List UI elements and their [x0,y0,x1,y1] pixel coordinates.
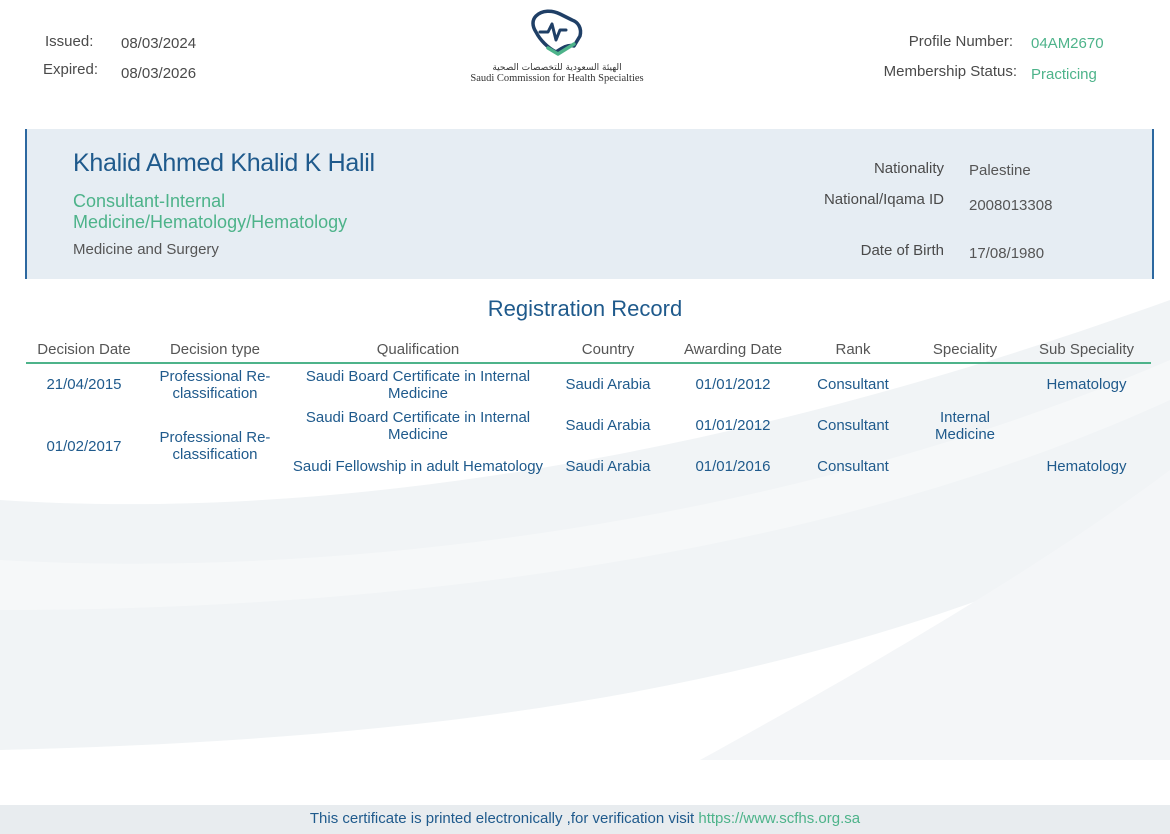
decision-date-cell: 01/02/2017 [46,437,122,455]
logo-english-text: Saudi Commission for Health Specialties [470,73,644,84]
saudi-map-logo-icon [522,8,592,60]
column-header: Rank [798,336,908,363]
column-header: Decision Date [26,336,142,363]
table-row [26,405,1151,446]
country-cell: Saudi Arabia [565,417,651,434]
logo-arabic-text: الهيئة السعودية للتخصصات الصحية [492,63,622,73]
speciality-cell [908,446,1022,487]
country-cell: Saudi Arabia [565,376,651,393]
nationality-value: Palestine [969,162,1031,179]
profile-panel [25,129,1154,279]
expired-label: Expired: [43,61,99,78]
sub-speciality-cell: Hematology [1046,458,1127,475]
membership-status-label: Membership Status: [883,63,1017,80]
rank-cell: Consultant [817,417,889,434]
table-row [26,363,1151,405]
verification-footer [0,805,1170,834]
column-header: Decision type [142,336,288,363]
rank-cell: Consultant [817,376,889,393]
dob-value: 17/08/1980 [969,245,1045,262]
scfhs-logo [462,8,652,90]
awarding-date-cell: 01/01/2016 [695,458,771,475]
column-header: Qualification [288,336,548,363]
qualification-cell: Saudi Board Certificate in Internal Medicine [305,367,531,402]
national-id-value: 2008013308 [969,197,1053,214]
column-header: Speciality [908,336,1022,363]
practitioner-name: Khalid Ahmed Khalid K Halil [73,149,375,177]
qualification-cell: Saudi Board Certificate in Internal Medicine [305,408,531,443]
awarding-date-cell: 01/01/2012 [695,417,771,434]
registration-record-title: Registration Record [487,296,683,321]
profile-number-label: Profile Number: [908,33,1013,50]
awarding-date-cell: 01/01/2012 [695,376,771,393]
decision-type-cell: Professional Re-classification [159,367,271,402]
table-header-row [26,336,1151,363]
column-header: Awarding Date [668,336,798,363]
expired-value: 08/03/2026 [121,65,197,82]
membership-status-value: Practicing [1031,66,1097,83]
practitioner-category: Medicine and Surgery [73,241,219,258]
decision-date-cell: 21/04/2015 [46,376,122,393]
qualification-cell: Saudi Fellowship in adult Hematology [292,458,544,475]
column-header: Sub Speciality [1022,336,1151,363]
registration-table [26,336,1151,487]
profile-number-value: 04AM2670 [1031,35,1104,52]
dob-label: Date of Birth [860,242,944,259]
national-id-label: National/Iqama ID [823,191,944,208]
issued-label: Issued: [45,33,94,50]
country-cell: Saudi Arabia [565,458,651,475]
sub-speciality-cell [1022,405,1151,446]
rank-cell: Consultant [817,458,889,475]
speciality-cell [908,363,1022,405]
speciality-cell: Internal Medicine [934,408,996,443]
sub-speciality-cell: Hematology [1046,376,1127,393]
footer-text: This certificate is printed electronically ,for verification visit [309,810,695,827]
issued-value: 08/03/2024 [121,35,197,52]
verification-link[interactable]: https://www.scfhs.org.sa [698,810,861,827]
nationality-label: Nationality [873,160,944,177]
column-header: Country [548,336,668,363]
practitioner-title: Consultant-Internal Medicine/Hematology/Hematology [73,191,348,232]
decision-type-cell: Professional Re-classification [159,429,271,463]
